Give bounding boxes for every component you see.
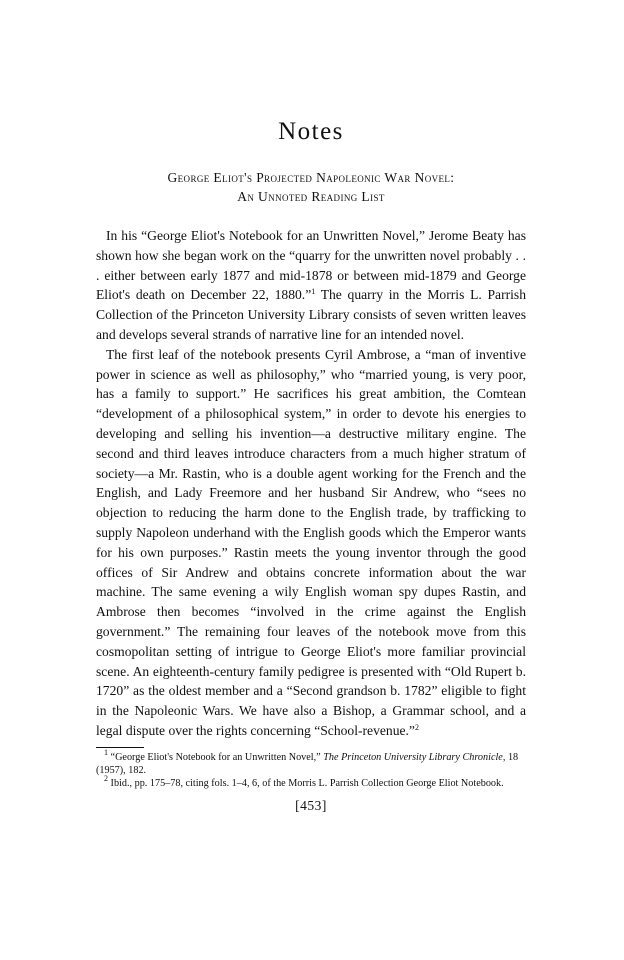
paragraph-1-text-b: The quarry in the Morris L. Parrish Collection of the Princeton University Library consists of seven written leaves and develops several strands of narrative line for an intended novel. [96,287,526,342]
footnote-ref-2: 2 [414,722,419,732]
footnote-2-text: Ibid., pp. 175–78, citing fols. 1–4, 6, of the Morris L. Parrish Collection George Eliot Notebook. [108,778,504,790]
paragraph-2-text: The first leaf of the notebook presents Cyril Ambrose, a “man of inventive power in science as well as philosophy,” who “married young, is very poor, has a family to support.” He sacrifices his great ambition, the Comtean “development of a philosophical system,” in order to devote his energies to developing and selling his invention—a destructive military engine. The second and third leaves introduce characters from a much higher stratum of society—a Mr. Rastin, who is a double agent working for the French and the English, and Lady Freemore and her husband Sir Andrew, who “sees no objection to reducing the harm done to the English trade, by trafficking to supply Napoleon underhand with the English goods which the Emperor wants for his own purposes.” Rastin meets the young inventor through the good offices of Sir Andrew and obtains concrete information about the war machine. The same evening a wily English woman spy dupes Rastin, and Ambrose then becomes “involved in the crime against the English government.” The remaining four leaves of the notebook move from this cosmopolitan setting of intrigue to George Eliot's more familiar provincial scene. An eighteenth-century family pedigree is presented with “Old Rupert b. 1720” as the oldest member and a “Second grandson b. 1782” eligible to fight in the Napoleonic Wars. We have also a Bishop, a Grammar school, and a legal dispute over the rights concerning “School-revenue.” [96,346,526,738]
footnote-2 [96,774,526,790]
footnote-1 [96,747,526,777]
page-body [96,118,526,814]
article-title [96,168,526,206]
paragraph-1 [96,226,526,345]
paragraph-1-text-a: In his “George Eliot's Notebook for an Unwritten Novel,” Jerome Beaty has shown how she began work on the “quarry for the unwritten novel probably . . . either between early 1877 and mid-1878 or between mid-1879 and George Eliot's death on December 22, 1880.” [96,228,526,303]
footnote-1-journal: The Princeton University Library Chronicle, [323,751,506,763]
article-title-line-1: George Eliot's Projected Napoleonic War Novel: [167,170,455,185]
page-number: [453] [295,798,327,814]
footnote-ref-1: 1 [311,287,316,297]
footnote-2-marker: 2 [104,774,108,784]
footnote-1-citation: 18 (1957), 182. [96,751,519,776]
page-title: Notes [278,118,344,145]
paragraph-2 [96,345,526,741]
article-title-line-2: An Unnoted Reading List [237,189,385,204]
footnote-1-text: “George Eliot's Notebook for an Unwritten Novel,” [108,751,324,763]
footnote-1-marker: 1 [104,747,108,757]
